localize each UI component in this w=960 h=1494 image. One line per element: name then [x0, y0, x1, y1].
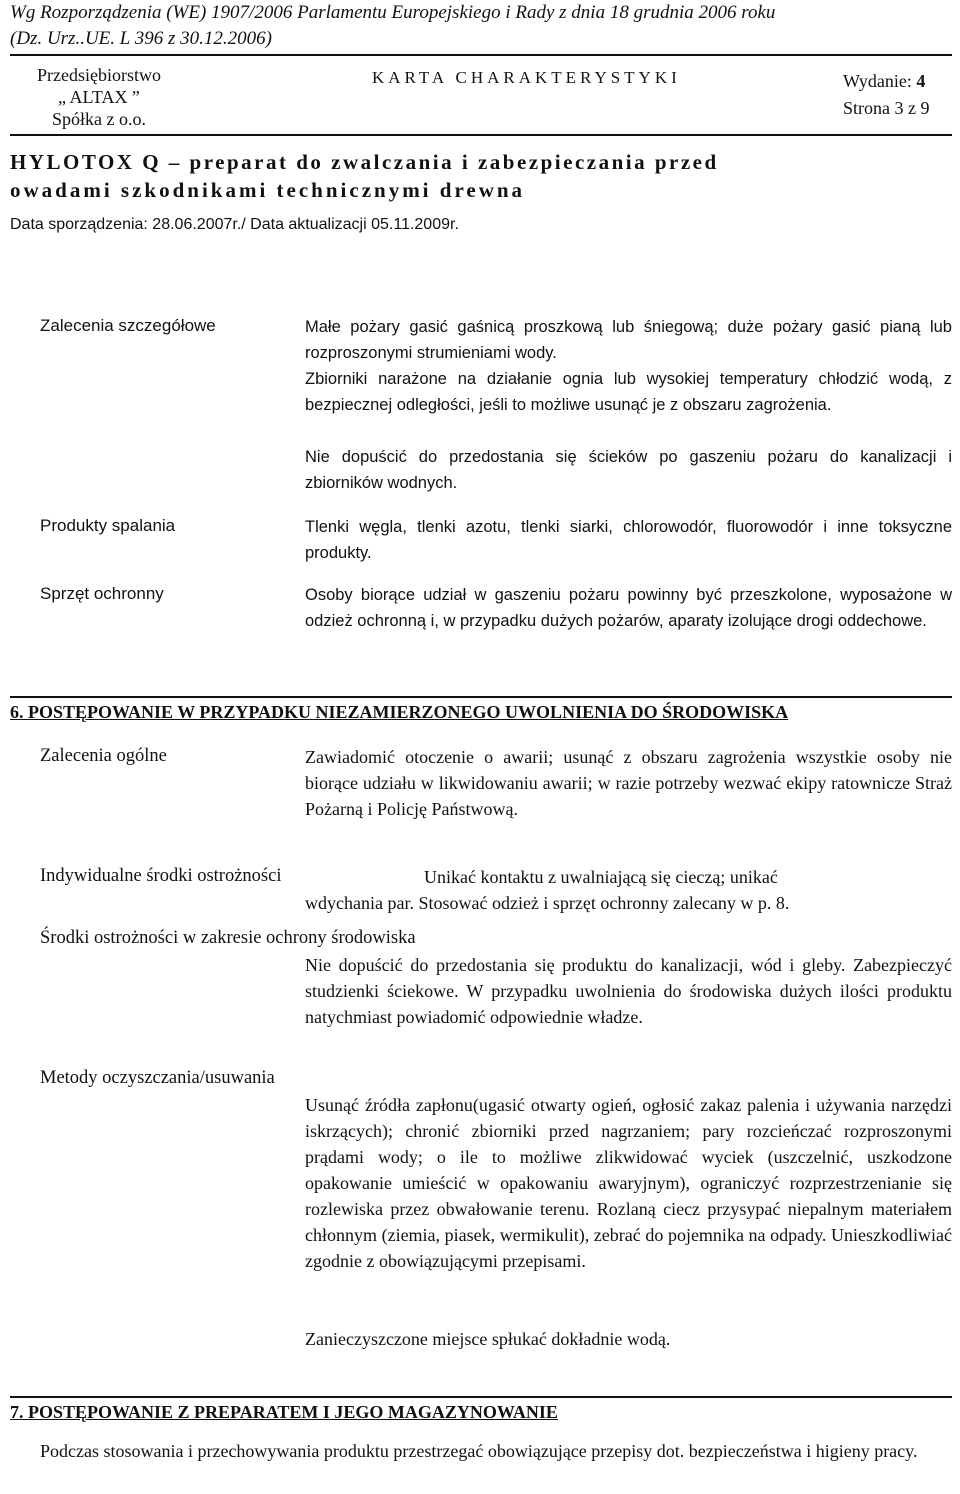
section-6-heading-text: 6. POSTĘPOWANIE W PRZYPADKU NIEZAMIERZONEGO UWOLNIENIA DO ŚRODOWISKA: [10, 702, 789, 722]
edition-info: [843, 68, 929, 122]
cleanup-methods-text-2: Zanieczyszczone miejsce spłukać dokładnie wodą.: [305, 1329, 671, 1349]
company-name: [24, 64, 174, 130]
protective-equipment-text: Osoby biorące udział w gaszeniu pożaru powinny być przeszkolone, wyposażone w odzież ochronną i, w przypadku dużych pożarów, aparaty izolujące drogi oddechowe.: [305, 586, 952, 630]
cleanup-methods-label: Metody oczyszczania/usuwania: [40, 1068, 275, 1088]
personal-precautions-text-a: Unikać kontaktu z uwalniającą się cieczą; unikać: [424, 867, 778, 887]
document-dates: Data sporządzenia: 28.06.2007r./ Data aktualizacji 05.11.2009r.: [10, 216, 459, 233]
company-line-3: Spółka z o.o.: [52, 109, 146, 129]
cleanup-methods-text: Usunąć źródła zapłonu(ugasić otwarty ogień, ogłosić zakaz palenia i używania narzędzi iskrzących); chronić zbiorniki przed nagrzaniem; pary rozcieńczać rozproszonymi prądami wody; o ile to możliwe zlikwidować wyciek (uszczelnić, uszkodzone opakowanie umieścić w opakowaniu awaryjnym), ograniczyć rozprzestrzenianie się rozlewiska przez obwałowanie terenu. Rozlaną ciecz przysypać niepalnym materiałem chłonnym (ziemia, piasek, wermikulit), zebrać do pojemnika na odpady. Unieszkodliwiać zgodnie z obowiązującymi przepisami.: [305, 1095, 952, 1271]
environmental-precautions-label: Środki ostrożności w zakresie ochrony środowiska: [40, 928, 416, 948]
detailed-recommendations-p1: Małe pożary gasić gaśnicą proszkową lub śniegową; duże pożary gasić pianą lub rozproszonymi strumieniami wody.: [305, 318, 952, 362]
section-7-text: Podczas stosowania i przechowywania produktu przestrzegać obowiązujące przepisy dot. bezpieczeństwa i higieny pracy.: [40, 1441, 918, 1461]
product-title-line-1: HYLOTOX Q – preparat do zwalczania i zabezpieczania przed: [10, 150, 719, 174]
product-title-line-2: owadami szkodnikami technicznymi drewna: [10, 178, 526, 202]
general-recommendations-text: Zawiadomić otoczenie o awarii; usunąć z obszaru zagrożenia wszystkie osoby nie biorące udziału w likwidowaniu awarii; w razie potrzeby wezwać ekipy ratownicze Straż Pożarną i Policję Państwową.: [305, 747, 952, 819]
personal-precautions-label: Indywidualne środki ostrożności: [40, 866, 282, 886]
page-number: Strona 3 z 9: [843, 98, 930, 118]
card-title: KARTA CHARAKTERYSTYKI: [372, 68, 681, 87]
protective-equipment-label: Sprzęt ochronny: [40, 584, 164, 603]
environmental-precautions-text: Nie dopuścić do przedostania się produktu do kanalizacji, wód i gleby. Zabezpieczyć studzienki ściekowe. W przypadku uwolnienia do środowiska dużych ilości produktu natychmiast powiadomić odpowiednie władze.: [305, 955, 952, 1027]
edition: [843, 68, 929, 95]
edition-label: Wydanie:: [843, 71, 917, 91]
detailed-recommendations-label: Zalecenia szczegółowe: [40, 316, 216, 335]
personal-precautions-text-b: wdychania par. Stosować odzież i sprzęt ochronny zalecany w p. 8.: [305, 893, 790, 913]
detailed-recommendations-p2: Zbiorniki narażone na działanie ognia lub wysokiej temperatury chłodzić wodą, z bezpiecznej odległości, jeśli to możliwe usunąć je z obszaru zagrożenia.: [305, 370, 952, 414]
detailed-recommendations-p3: Nie dopuścić do przedostania się ścieków po gaszeniu pożaru do kanalizacji i zbiorników wodnych.: [305, 448, 952, 492]
section-6-heading: [10, 696, 952, 722]
section-7-heading: [10, 1396, 952, 1422]
company-line-2: „ ALTAX ”: [58, 87, 140, 107]
product-title: [10, 148, 952, 204]
regulation-line-1: Wg Rozporządzenia (WE) 1907/2006 Parlamentu Europejskiego i Rady z dnia 18 grudnia 2006 roku: [10, 2, 776, 23]
section-7-heading-text: 7. POSTĘPOWANIE Z PREPARATEM I JEGO MAGAZYNOWANIE: [10, 1402, 558, 1422]
combustion-products-text: Tlenki węgla, tlenki azotu, tlenki siarki, chlorowodór, fluorowodór i inne toksyczne produkty.: [305, 518, 952, 562]
combustion-products-label: Produkty spalania: [40, 516, 176, 535]
edition-value: 4: [916, 71, 926, 91]
regulation-line-2: (Dz. Urz..UE. L 396 z 30.12.2006): [10, 28, 272, 49]
company-line-1: Przedsiębiorstwo: [37, 65, 161, 85]
general-recommendations-label: Zalecenia ogólne: [40, 746, 167, 766]
